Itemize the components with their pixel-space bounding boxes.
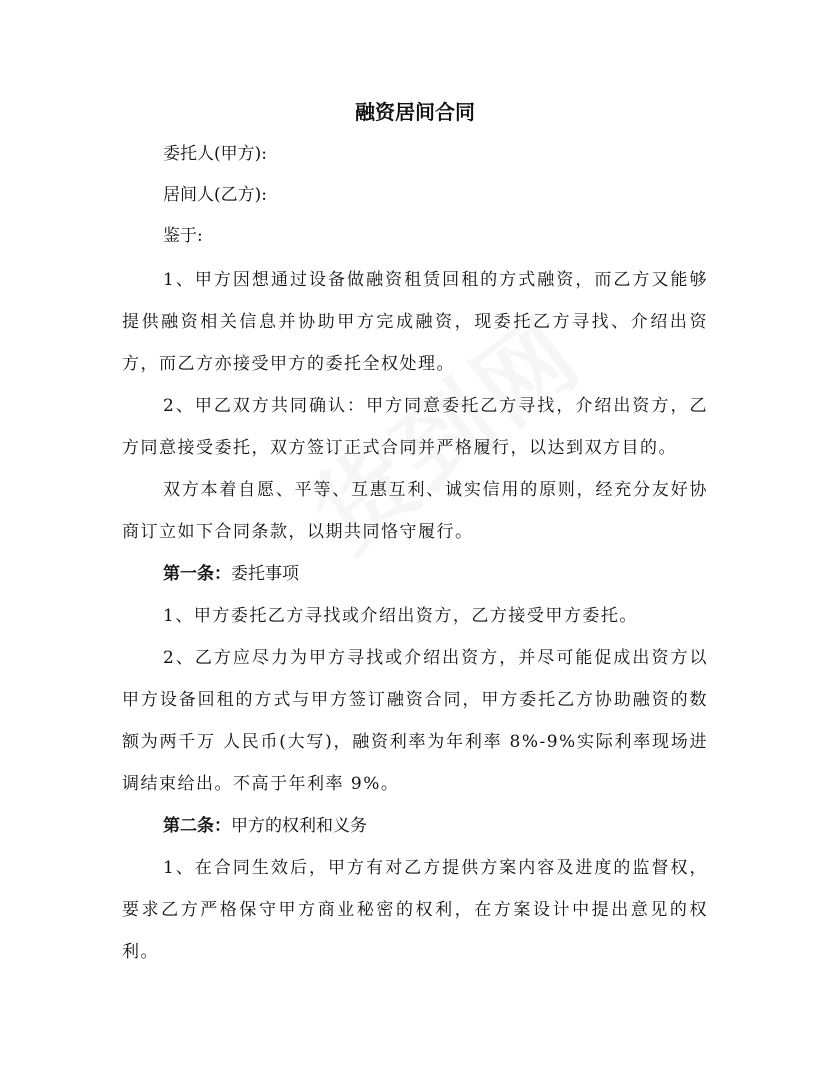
- article-1-item-1: 1、甲方委托乙方寻找或介绍出资方，乙方接受甲方委托。: [163, 606, 638, 626]
- article-1-heading: [122, 553, 708, 595]
- article-2-heading: [122, 805, 708, 847]
- document-page: [122, 92, 708, 973]
- article-2-label: 第二条：: [163, 816, 231, 836]
- article-1-title: 委托事项: [231, 564, 299, 584]
- whereas-line: 鉴于:: [163, 226, 203, 246]
- party-b-line: 居间人(乙方):: [163, 185, 267, 205]
- document-title: 融资居间合同: [355, 100, 475, 124]
- principle-paragraph: 双方本着自愿、平等、互惠互利、诚实信用的原则，经充分友好协商订立如下合同条款，以期共同恪守履行。: [122, 480, 708, 542]
- party-a-line: 委托人(甲方):: [163, 144, 267, 164]
- article-1-item-2: 2、乙方应尽力为甲方寻找或介绍出资方，并尽可能促成出资方以甲方设备回租的方式与甲方签订融资合同，甲方委托乙方协助融资的数额为两千万 人民币(大写)，融资利率为年利率 8%-9%实际利率现场进调结束给出。不高于年利率 9%。: [122, 648, 708, 794]
- article-2-title: 甲方的权利和义务: [231, 816, 367, 836]
- recital-2-paragraph: 2、甲乙双方共同确认：甲方同意委托乙方寻找，介绍出资方，乙方同意接受委托，双方签订正式合同并严格履行，以达到双方目的。: [122, 396, 708, 458]
- article-1-label: 第一条：: [163, 564, 231, 584]
- recital-1-paragraph: 1、甲方因想通过设备做融资租赁回租的方式融资，而乙方又能够提供融资相关信息并协助甲方完成融资，现委托乙方寻找、介绍出资方，而乙方亦接受甲方的委托全权处理。: [122, 270, 708, 374]
- article-2-item-1: 1、在合同生效后，甲方有对乙方提供方案内容及进度的监督权，要求乙方严格保守甲方商业秘密的权利，在方案设计中提出意见的权利。: [122, 858, 708, 962]
